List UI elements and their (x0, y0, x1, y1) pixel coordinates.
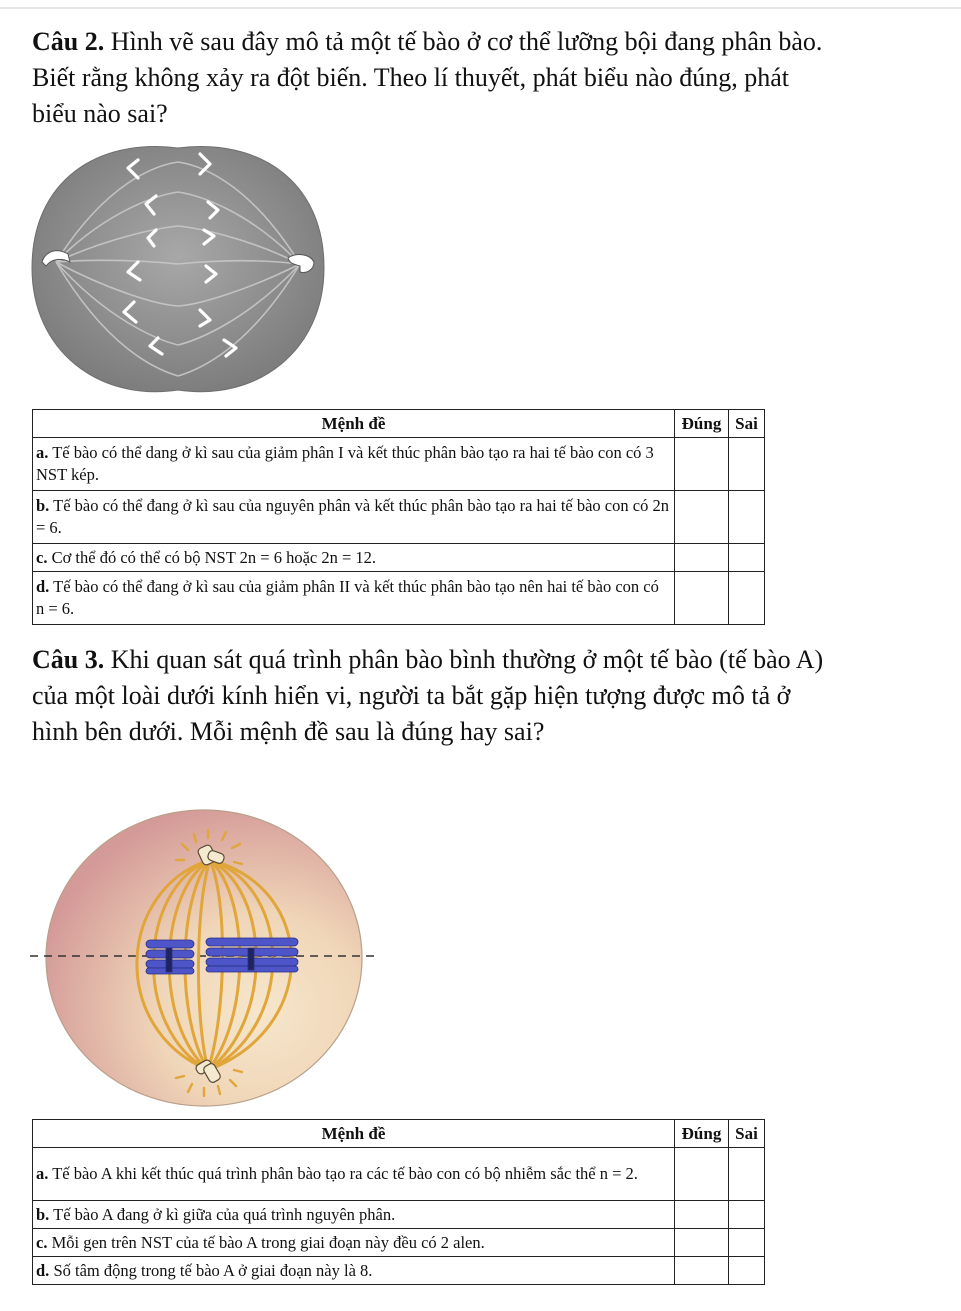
header-statement: Mệnh đề (33, 1120, 675, 1148)
statement-label: d. (36, 1260, 50, 1280)
header-true: Đúng (675, 1120, 729, 1148)
question-2-text: Hình vẽ sau đây mô tả một tế bào ở cơ thể lưỡng bội đang phân bào. Biết rằng không xảy ra đột biến. Theo lí thuyết, phát biểu nào đúng, phát biểu nào sai? (32, 27, 823, 128)
table-row (33, 1201, 765, 1229)
statement-text: Cơ thể đó có thể có bộ NST 2n = 6 hoặc 2n = 12. (51, 547, 377, 567)
statement-cell (33, 491, 675, 544)
question-3-table (32, 1119, 765, 1285)
table-row (33, 1257, 765, 1285)
true-checkbox-cell[interactable] (675, 491, 729, 544)
statement-cell (33, 1148, 675, 1201)
true-checkbox-cell[interactable] (675, 438, 729, 491)
question-3-label: Câu 3. (32, 645, 105, 674)
chromosome-right (206, 938, 298, 972)
true-checkbox-cell[interactable] (675, 1148, 729, 1201)
chromosome-left (146, 940, 194, 974)
question-3-text: Khi quan sát quá trình phân bào bình thường ở một tế bào (tế bào A) của một loài dưới kính hiển vi, người ta bắt gặp hiện tượng được mô tả ở hình bên dưới. Mỗi mệnh đề sau là đúng hay sai? (32, 645, 824, 746)
true-checkbox-cell[interactable] (675, 544, 729, 572)
header-statement: Mệnh đề (33, 410, 675, 438)
false-checkbox-cell[interactable] (729, 1257, 765, 1285)
statement-cell (33, 1201, 675, 1229)
statement-cell (33, 1229, 675, 1257)
table-row (33, 1148, 765, 1201)
statement-text: Tế bào có thể dang ở kì sau của giảm phân I và kết thúc phân bào tạo ra hai tế bào con có 3 NST kép. (36, 443, 654, 484)
statement-text: Mỗi gen trên NST của tế bào A trong giai đoạn này đều có 2 alen. (51, 1232, 485, 1252)
false-checkbox-cell[interactable] (729, 544, 765, 572)
statement-cell (33, 544, 675, 572)
question-2-label: Câu 2. (32, 27, 105, 56)
table-row (33, 572, 765, 625)
true-checkbox-cell[interactable] (675, 1201, 729, 1229)
header-true: Đúng (675, 410, 729, 438)
statement-cell (33, 572, 675, 625)
false-checkbox-cell[interactable] (729, 438, 765, 491)
cell-membrane (32, 147, 324, 392)
true-checkbox-cell[interactable] (675, 572, 729, 625)
false-checkbox-cell[interactable] (729, 572, 765, 625)
false-checkbox-cell[interactable] (729, 491, 765, 544)
question-3 (32, 642, 832, 750)
statement-label: a. (36, 443, 49, 462)
statement-label: c. (36, 1232, 48, 1252)
statement-cell (33, 438, 675, 491)
true-checkbox-cell[interactable] (675, 1229, 729, 1257)
table-row (33, 438, 765, 491)
statement-label: c. (36, 547, 48, 567)
statement-text: Tế bào có thể đang ở kì sau của nguyên phân và kết thúc phân bào tạo ra hai tế bào con có 2n = 6. (36, 496, 669, 537)
header-false: Sai (729, 1120, 765, 1148)
statement-text: Tế bào A khi kết thúc quá trình phân bào tạo ra các tế bào con có bộ nhiễm sắc thể n = 2. (52, 1164, 638, 1183)
false-checkbox-cell[interactable] (729, 1148, 765, 1201)
false-checkbox-cell[interactable] (729, 1229, 765, 1257)
statement-label: b. (36, 496, 50, 515)
table-row (33, 491, 765, 544)
header-false: Sai (729, 410, 765, 438)
table-row (33, 544, 765, 572)
statement-text: Số tâm động trong tế bào A ở giai đoạn này là 8. (53, 1260, 373, 1280)
statement-cell (33, 1257, 675, 1285)
statement-label: b. (36, 1204, 50, 1224)
true-checkbox-cell[interactable] (675, 1257, 729, 1285)
cell-division-figure-1 (28, 140, 328, 400)
question-2 (32, 24, 832, 132)
cell-division-figure-2 (28, 808, 380, 1118)
statement-text: Tế bào có thể đang ở kì sau của giảm phân II và kết thúc phân bào tạo nên hai tế bào con có n = 6. (36, 577, 659, 618)
false-checkbox-cell[interactable] (729, 1201, 765, 1229)
top-divider (0, 7, 961, 9)
question-2-table (32, 409, 765, 625)
statement-label: d. (36, 577, 50, 596)
statement-label: a. (36, 1164, 49, 1183)
table-row (33, 1229, 765, 1257)
statement-text: Tế bào A đang ở kì giữa của quá trình nguyên phân. (53, 1204, 396, 1224)
